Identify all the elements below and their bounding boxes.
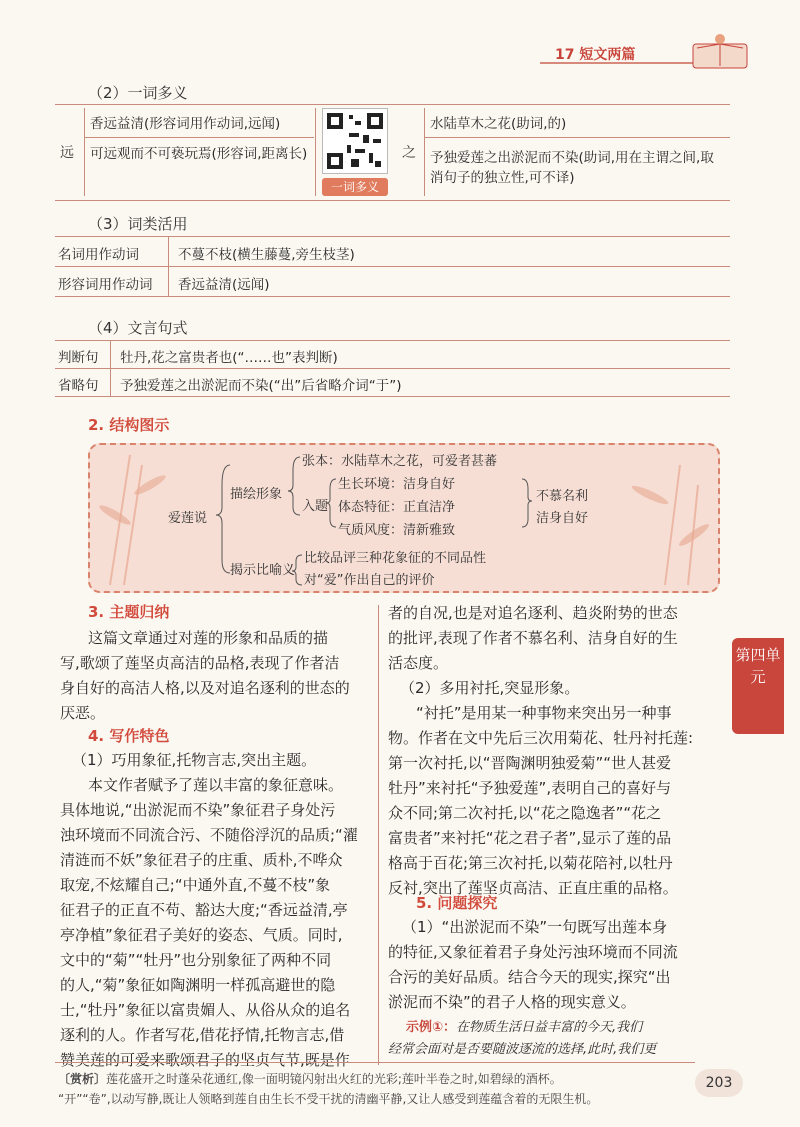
sentence-type-text: 牡丹,花之富贵者也(“……也”表判断): [120, 350, 338, 366]
text-line: 厌恶。: [60, 704, 106, 722]
text-line: 活态度。: [388, 654, 449, 672]
table-rule: [84, 137, 314, 138]
text-line: 士,“牡丹”象征以富贵媚人、从俗从众的追名: [60, 1001, 351, 1019]
example-text: 经常会面对是否要随波逐流的选择,此时,我们更: [388, 1042, 657, 1057]
appreciation-line-2: “开”“卷”,以动写静,既让人领略到莲自由生长不受干扰的清幽平静,又让人感受到莲蕴含着的无限生机。: [58, 1092, 599, 1106]
appreciation-text: 莲花盛开之时蓬朵花通红,像一面明镜闪射出火红的光彩;莲叶半卷之时,如碧绿的酒杯。: [106, 1072, 562, 1086]
table-rule: [55, 104, 730, 105]
table-rule: [55, 396, 730, 397]
usage-text: 不蔓不枝(横生藤蔓,旁生枝茎): [178, 247, 355, 263]
text-line: 清涟而不妖”象征君子的庄重、质朴,不哗众: [60, 851, 343, 869]
diagram-branch: 入题: [302, 499, 329, 514]
section-title: 3. 主题归纳: [88, 603, 170, 621]
qr-code-icon[interactable]: [322, 108, 388, 174]
table-rule: [168, 236, 169, 296]
example-line: [406, 1016, 642, 1035]
zhi-meaning-1: 水陆草木之花(助词,的): [430, 116, 567, 132]
subsection-title: （4）文言句式: [88, 319, 188, 337]
text-line: 者的自况,也是对追名逐利、趋炎附势的世态: [388, 604, 678, 622]
appreciation-line-1: [58, 1070, 562, 1087]
text-line: 亭净植”象征君子美好的姿态、气质。同时,: [60, 926, 343, 944]
text-line: 浊环境而不同流合污、不随俗浮沉的品质;“濯: [60, 826, 358, 844]
yuan-meaning-1: 香远益清(形容词用作动词,远闻): [90, 116, 281, 132]
footer-rule: [55, 1062, 695, 1063]
text-line: 身自好的高洁人格,以及对追名逐利的世态的: [60, 679, 350, 697]
page-number: 203: [695, 1069, 743, 1097]
text-line: 格高于百花;第三次衬托,以菊花陪衬,以牡丹: [388, 854, 673, 872]
theme-paragraph: [60, 626, 372, 726]
diagram-result: 洁身自好: [536, 511, 589, 526]
text-line: 的批评,表现了作者不慕名利、洁身自好的生: [388, 629, 678, 647]
table-rule: [55, 236, 730, 237]
text-line: 物。作者在文中先后三次用菊花、牡丹衬托莲:: [388, 729, 694, 747]
text-line: 征君子的正直不苟、豁达大度;“香远益清,亭: [60, 901, 348, 919]
subsection-title: （2）一词多义: [88, 84, 188, 102]
diagram-leaf: 对“爱”作出自己的评价: [304, 573, 435, 588]
zhi-meaning-2: 予独爱莲之出淤泥而不染(助词,用在主谓之间,取消句子的独立性,可不译): [430, 150, 714, 186]
usage-label: 形容词用作动词: [58, 277, 153, 293]
sentence-type-text: 予独爱莲之出淤泥而不染(“出”后省略介词“于”): [120, 378, 402, 394]
feature-paragraph-cont: [388, 601, 718, 676]
feature-heading: （2）多用衬托,突显形象。: [400, 679, 580, 697]
text-line: 牡丹”来衬托“予独爱莲”,表明自己的喜好与: [388, 779, 672, 797]
example-text: 在物质生活日益丰富的今天,我们: [456, 1020, 643, 1035]
table-rule: [55, 296, 730, 297]
text-line: （1）“出淤泥而不染”一句既写出莲本身: [402, 918, 668, 936]
text-line: 取宠,不炫耀自己;“中通外直,不蔓不枝”象: [60, 876, 331, 894]
text-line: 具体地说,“出淤泥而不染”象征君子身处污: [60, 801, 336, 819]
text-line: 淤泥而不染”的君子人格的现实意义。: [388, 993, 636, 1011]
feature-heading: （1）巧用象征,托物言志,突出主题。: [72, 751, 317, 769]
text-line: 众不同;第二次衬托,以“花之隐逸者”“花之: [388, 804, 662, 822]
inquiry-paragraph: [388, 915, 718, 1015]
text-line: 这篇文章通过对莲的形象和品质的描: [88, 629, 329, 647]
diagram-leaf: 体态特征：正直洁净: [338, 500, 456, 515]
book-emblem-icon: [685, 30, 755, 74]
table-rule: [110, 340, 111, 396]
diagram-branch: 揭示比喻义: [230, 563, 296, 578]
text-line: 第一次衬托,以“晋陶渊明独爱菊”“世人甚爱: [388, 754, 672, 772]
subsection-title: （3）词类活用: [88, 215, 188, 233]
section-title: 5. 问题探究: [416, 894, 498, 912]
diagram-root: 爱莲说: [168, 511, 208, 526]
text-line: 富贵者”来衬托“花之君子者”,显示了莲的品: [388, 829, 672, 847]
table-rule: [55, 200, 730, 201]
text-line: 赞美莲的可爱来歌颂君子的坚贞气节,既是作: [60, 1051, 350, 1069]
qr-block[interactable]: [322, 108, 388, 196]
term-zhi: 之: [402, 145, 416, 161]
text-line: 的特征,又象征着君子身处污浊环境而不同流: [388, 943, 678, 961]
appreciation-label: 〔赏析〕: [58, 1072, 107, 1086]
diagram-leaf: 张本：水陆草木之花，可爱者甚蕃: [302, 454, 498, 469]
example-label: 示例①：: [406, 1020, 457, 1035]
sentence-type-label: 省略句: [58, 378, 99, 394]
text-line: 写,歌颂了莲坚贞高洁的品格,表现了作者洁: [60, 654, 340, 672]
text-line: 合污的美好品质。结合今天的现实,探究“出: [388, 968, 671, 986]
feature-paragraph: [60, 773, 372, 1073]
qr-caption[interactable]: 一词多义: [322, 178, 388, 196]
lesson-header: 17 短文两篇: [555, 47, 636, 63]
section-title: 4. 写作特色: [88, 727, 170, 745]
table-rule: [55, 368, 730, 369]
text-line: 的人,“菊”象征如陶渊明一样孤高避世的隐: [60, 976, 336, 994]
text-line: 本文作者赋予了莲以丰富的象征意味。: [88, 776, 344, 794]
diagram-result: 不慕名利: [536, 489, 589, 504]
sentence-type-label: 判断句: [58, 350, 99, 366]
table-rule: [55, 340, 730, 341]
text-line: “衬托”是用某一种事物来突出另一种事: [416, 704, 672, 722]
diagram-leaf: 比较品评三种花象征的不同品性: [304, 551, 487, 566]
usage-label: 名词用作动词: [58, 247, 139, 263]
structure-diagram: [88, 443, 720, 593]
table-rule: [424, 137, 730, 138]
text-line: 反衬,突出了莲坚贞高洁、正直庄重的品格。: [388, 879, 678, 897]
text-line: 文中的“菊”“牡丹”也分别象征了两种不同: [60, 951, 332, 969]
diagram-leaf: 气质风度：清新雅致: [338, 523, 456, 538]
usage-text: 香远益清(远闻): [178, 277, 270, 293]
text-line: 逐利的人。作者写花,借花抒情,托物言志,借: [60, 1026, 345, 1044]
section-title: 2. 结构图示: [88, 416, 170, 434]
diagram-leaf: 生长环境：洁身自好: [338, 477, 456, 492]
column-divider: [378, 605, 379, 1065]
yuan-meaning-2: 可远观而不可亵玩焉(形容词,距离长): [90, 146, 308, 162]
contrast-paragraph: [388, 701, 718, 901]
table-rule: [55, 266, 730, 267]
term-yuan: 远: [60, 145, 74, 161]
diagram-branch: 描绘形象: [230, 487, 283, 502]
unit-side-tab[interactable]: 第四单元: [732, 638, 784, 734]
